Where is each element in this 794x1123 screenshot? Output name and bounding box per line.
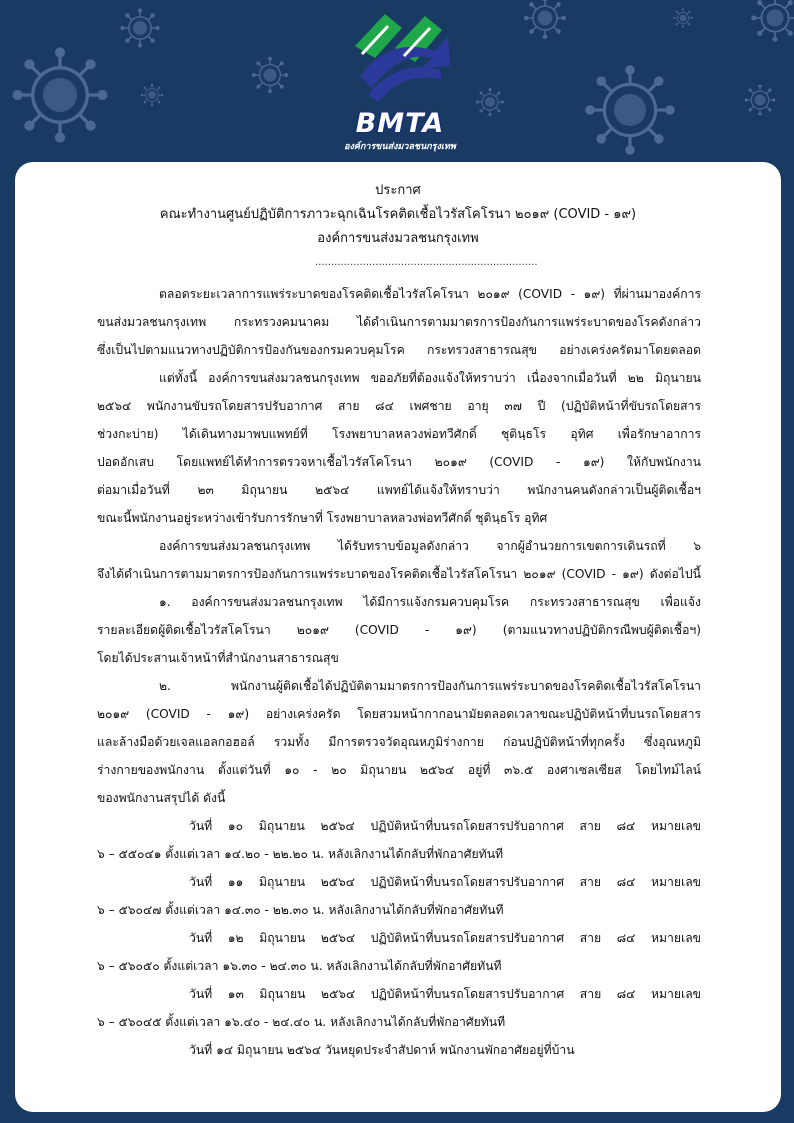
timeline-line: วันที่ ๑๒ มิถุนายน ๒๕๖๔ ปฏิบัติหน้าที่บนรถโดยสารปรับอากาศ สาย ๘๔ หมายเลข <box>189 931 701 945</box>
body-line: ขณะนี้พนักงานอยู่ระหว่างเข้ารับการรักษาที่ โรงพยาบาลหลวงพ่อทวีศักดิ์ ชุตินฺธโร อุทิศ <box>97 511 548 525</box>
body-line: ๒๐๑๙ (COVID - ๑๙) อย่างเคร่งครัด โดยสวมหน้ากากอนามัยตลอดเวลาขณะปฏิบัติหน้าที่บนรถโดยสาร <box>97 707 701 721</box>
body-line: ต่อมาเมื่อวันที่ ๒๓ มิถุนายน ๒๕๖๔ แพทย์ได้แจ้งให้ทราบว่า พนักงานคนดังกล่าวเป็นผู้ติดเชื้อฯ <box>97 483 701 497</box>
body-line: แต่ทั้งนี้ องค์การขนส่งมวลชนกรุงเทพ ขออภัยที่ต้องแจ้งให้ทราบว่า เนื่องจากเมื่อวันที่ ๒๒ มิถุนายน <box>159 371 701 385</box>
body-line: ซึ่งเป็นไปตามแนวทางปฏิบัติการป้องกันของกรมควบคุมโรค กระทรวงสาธารณสุข อย่างเคร่งครัดมาโดยตลอด <box>97 343 701 357</box>
body-line: จึงได้ดำเนินการตามมาตรการป้องกันการแพร่ระบาดของโรคติดเชื้อไวรัสโคโรนา ๒๐๑๙ (COVID - ๑๙) ดังต่อไปนี้ <box>97 567 701 581</box>
body-line: และล้างมือด้วยเจลแอลกอฮอล์ รวมทั้ง มีการตรวจวัดอุณหภูมิร่างกาย ก่อนปฏิบัติหน้าที่ทุกครั้ง ซึ่งอุณหภูมิ <box>97 735 701 749</box>
announcement-organization: องค์การขนส่งมวลชนกรุงเทพ <box>317 231 479 246</box>
separator-line: ...................................................................... <box>315 257 538 268</box>
body-line: ช่วงกะบ่าย) ได้เดินทางมาพบแพทย์ที่ โรงพยาบาลหลวงพ่อทวีศักดิ์ ชุตินฺธโร อุทิศ เพื่อรักษาอาการ <box>97 427 701 441</box>
timeline-line: วันที่ ๑๔ มิถุนายน ๒๕๖๔ วันหยุดประจำสัปดาห์ พนักงานพักอาศัยอยู่ที่บ้าน <box>189 1043 575 1057</box>
bmta-logo <box>330 6 470 156</box>
bmta-emblem-icon <box>330 6 470 111</box>
timeline-line: วันที่ ๑๓ มิถุนายน ๒๕๖๔ ปฏิบัติหน้าที่บนรถโดยสารปรับอากาศ สาย ๘๔ หมายเลข <box>189 987 701 1001</box>
announcement-header <box>15 179 781 251</box>
body-line: ๒๕๖๔ พนักงานขับรถโดยสารปรับอากาศ สาย ๘๔ เพศชาย อายุ ๓๗ ปี (ปฏิบัติหน้าที่ขับรถโดยสาร <box>97 399 701 413</box>
body-line: ตลอดระยะเวลาการแพร่ระบาดของโรคติดเชื้อไวรัสโคโรนา ๒๐๑๙ (COVID - ๑๙) ที่ผ่านมาองค์การ <box>159 287 701 301</box>
logo-subtitle: องค์การขนส่งมวลชนกรุงเทพ <box>344 142 456 152</box>
announcement-title: คณะทำงานศูนย์ปฏิบัติการภาวะฉุกเฉินโรคติดเชื้อไวรัสโคโรนา ๒๐๑๙ (COVID - ๑๙) <box>159 207 637 222</box>
body-line: รายละเอียดผู้ติดเชื้อไวรัสโคโรนา ๒๐๑๙ (COVID - ๑๙) (ตามแนวทางปฏิบัติกรณีพบผู้ติดเชื้อฯ) <box>97 623 701 637</box>
timeline-line: ๖ – ๕๖๐๔๕ ตั้งแต่เวลา ๑๖.๔๐ - ๒๔.๔๐ น. หลังเลิกงานได้กลับที่พักอาศัยทันที <box>97 1015 506 1029</box>
body-line: ๑. องค์การขนส่งมวลชนกรุงเทพ ได้มีการแจ้งกรมควบคุมโรค กระทรวงสาธารณสุข เพื่อแจ้ง <box>159 595 701 609</box>
body-line: องค์การขนส่งมวลชนกรุงเทพ ได้รับทราบข้อมูลดังกล่าว จากผู้อำนวยการเขตการเดินรถที่ ๖ <box>159 539 701 553</box>
timeline-line: วันที่ ๑๑ มิถุนายน ๒๕๖๔ ปฏิบัติหน้าที่บนรถโดยสารปรับอากาศ สาย ๘๔ หมายเลข <box>189 875 701 889</box>
body-line: ๒. พนักงานผู้ติดเชื้อได้ปฏิบัติตามมาตรการป้องกันการแพร่ระบาดของโรคติดเชื้อไวรัสโคโรนา <box>159 679 701 693</box>
announcement-label: ประกาศ <box>375 183 421 198</box>
body-line: ร่างกายของพนักงาน ตั้งแต่วันที่ ๑๐ - ๒๐ มิถุนายน ๒๕๖๔ อยู่ที่ ๓๖.๕ องศาเซลเซียส โดยไทม์ไลน์ <box>97 763 701 777</box>
body-line: โดยได้ประสานเจ้าหน้าที่สำนักงานสาธารณสุข <box>97 651 339 665</box>
body-line: ของพนักงานสรุปได้ ดังนี้ <box>97 791 226 805</box>
timeline-line: ๖ – ๕๖๐๕๐ ตั้งแต่เวลา ๑๖.๓๐ - ๒๔.๓๐ น. หลังเลิกงานได้กลับที่พักอาศัยทันที <box>97 959 502 973</box>
timeline-line: ๖ – ๕๖๐๔๗ ตั้งแต่เวลา ๑๔.๓๐ - ๒๒.๓๐ น. หลังเลิกงานได้กลับที่พักอาศัยทันที <box>97 903 504 917</box>
announcement-card <box>15 162 781 1112</box>
logo-wordmark: BMTA <box>355 108 445 139</box>
timeline-line: ๖ – ๕๕๐๔๑ ตั้งแต่เวลา ๑๔.๒๐ - ๒๒.๒๐ น. หลังเลิกงานได้กลับที่พักอาศัยทันที <box>97 847 504 861</box>
body-line: ปอดอักเสบ โดยแพทย์ได้ทำการตรวจหาเชื้อไวรัสโคโรนา ๒๐๑๙ (COVID - ๑๙) ให้กับพนักงาน <box>97 455 701 469</box>
timeline-line: วันที่ ๑๐ มิถุนายน ๒๕๖๔ ปฏิบัติหน้าที่บนรถโดยสารปรับอากาศ สาย ๘๔ หมายเลข <box>189 819 701 833</box>
body-line: ขนส่งมวลชนกรุงเทพ กระทรวงคมนาคม ได้ดำเนินการตามมาตรการป้องกันการแพร่ระบาดของโรคดังกล่าว <box>97 315 701 329</box>
